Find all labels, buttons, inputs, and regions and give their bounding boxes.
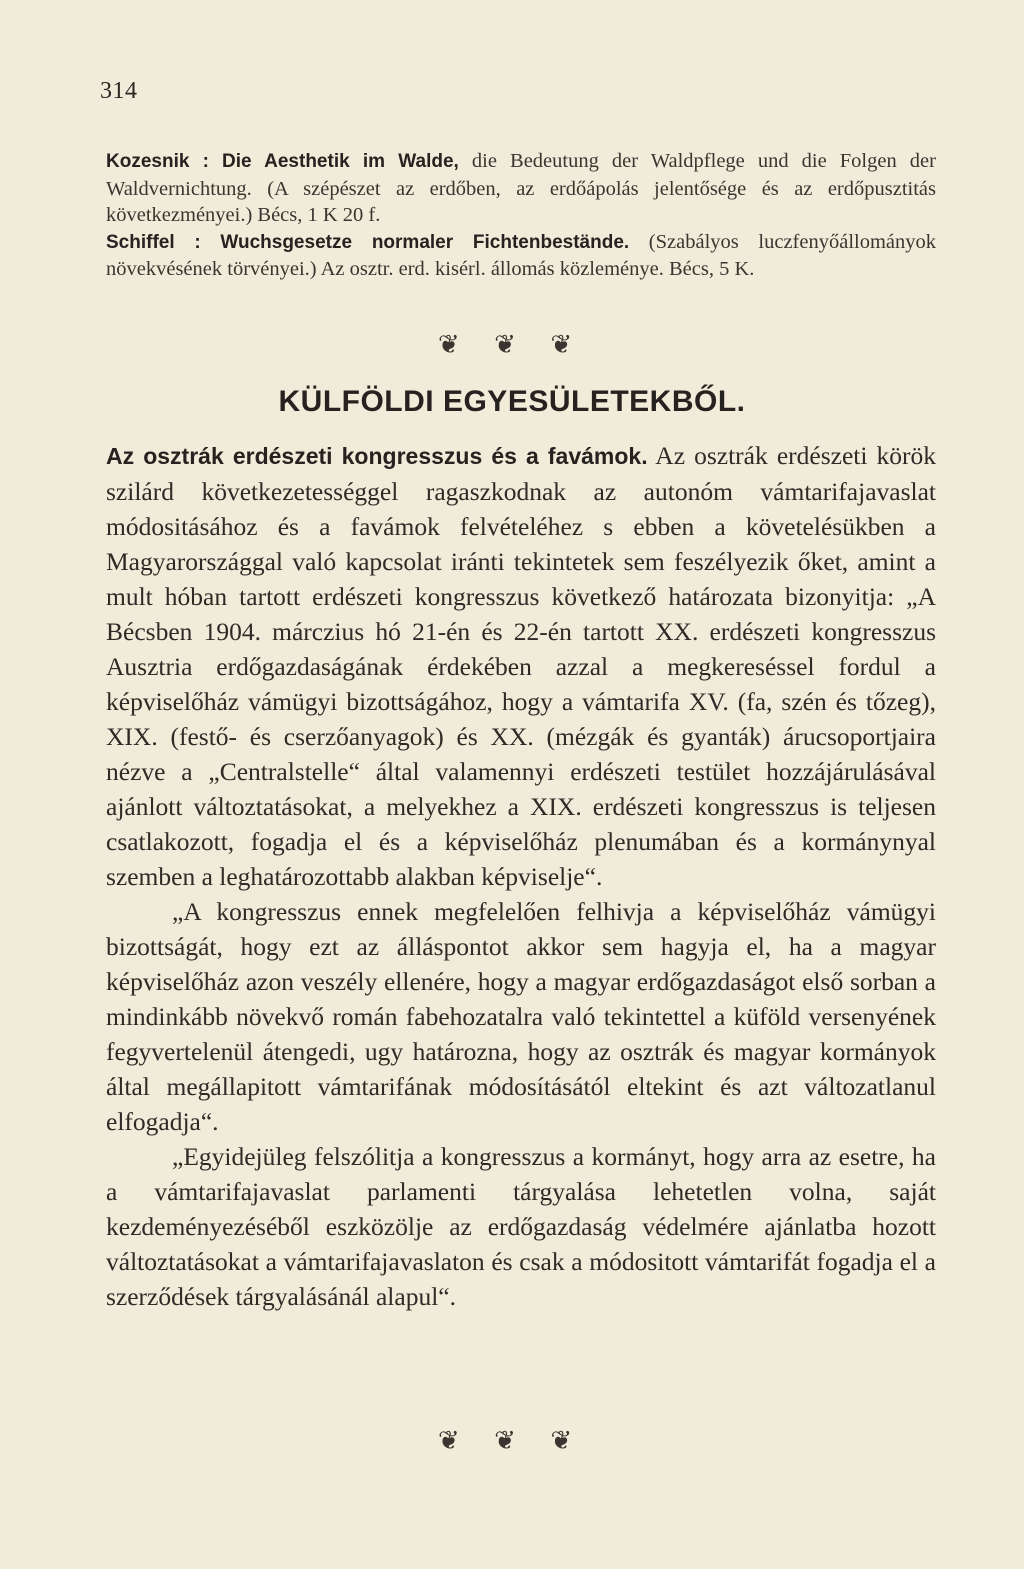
bibliography-list xyxy=(106,148,936,283)
bibliography-author: Kozesnik : xyxy=(106,151,209,172)
section-heading: KÜLFÖLDI EGYESÜLETEKBŐL. xyxy=(278,385,746,418)
bibliography-author: Schiffel : xyxy=(106,231,201,253)
article-paragraph: „A kongresszus ennek megfelelően felhivja a képviselőház vámügyi bizottságát, hogy ezt az álláspontot akkor sem hagyja el, ha a magyar képviselőház azon veszély ellenére, hogy a magyar erdőgazdaságot első sorban a mindinkább növekvő román fabehozatalra való tekintettel a küföld versenyének fegyvertelenül átengedi, ugy határozna, hogy az osztrák és magyar kormányok által megállapitott vámtarifának módosításától eltekint és azt változatlanul elfogadja“. xyxy=(106,897,936,1136)
article-paragraph-text: Az osztrák erdészeti körök szilárd következetességgel ragaszkodnak az autonóm vámtarifajavaslat módositásához és a favámok felvételéhez s ebben a követelésükben a Magyarországgal való kapcsolat iránti tekintetek sem feszélyezik őket, amint a mult hóban tartott erdészeti kongresszus következő határozata bizonyitja: „A Bécsben 1904. márczius hó 21-én és 22-én tartott XX. erdészeti kongresszus Ausztria erdőgazdaságának érdekében azzal a megkereséssel fordul a képviselőház vámügyi bizottságához, hogy a vámtarifa XV. (fa, szén és tőzeg), XIX. (festő- és cserzőanyagok) és XX. (mézgák és gyanták) árucsoportjaira nézve a „Centralstelle“ által valamennyi erdészeti testület hozzájárulásával ajánlott változtatásokat, a melyekhez a XIX. erdészeti kongresszus is teljesen csatlakozott, fogadja el és a képviselőház plenumában és a kormánynyal szemben a leghatározottabb alakban képviselje“. xyxy=(106,441,936,891)
article-title: Az osztrák erdészeti kongresszus és a favámok. xyxy=(106,443,648,469)
bibliography-entry xyxy=(106,229,936,283)
bibliography-details: die Bedeutung der Waldpflege und die Folgen der Waldvernichtung. (A szépészet az erdőben, az erdőápolás jelentősége és az erdőpusztitás következményei.) Bécs, 1 K 20 f. xyxy=(106,150,936,226)
article-body xyxy=(106,438,936,1314)
bibliography-title: Die Aesthetik im Walde, xyxy=(222,151,459,172)
bibliography-details: (Szabályos luczfenyőállományok növekvésének törvényei.) Az osztr. erd. kisérl. állomás közleménye. Bécs, 5 K. xyxy=(106,230,936,280)
article-paragraph: „Egyidejüleg felszólitja a kongresszus a kormányt, hogy arra az esetre, ha a vámtarifajavaslat parlamenti tárgyalása lehetetlen volna, saját kezdeményezéséből eszközölje az erdőgazdaság védelmére ajánlatba hozott változtatásokat a vámtarifajavaslaton és csak a módositott vámtarifát fogadja el a szerződések tárgyalásánál alapul“. xyxy=(106,1142,936,1311)
floral-ornament-divider: ❦ ❦ ❦ xyxy=(437,330,587,359)
bibliography-title: Wuchsgesetze normaler Fichtenbestände. xyxy=(220,231,630,253)
bibliography-entry xyxy=(106,148,936,229)
article-paragraph xyxy=(106,438,936,894)
floral-ornament-divider: ❦ ❦ ❦ xyxy=(437,1426,587,1455)
page-number: 314 xyxy=(100,78,138,104)
